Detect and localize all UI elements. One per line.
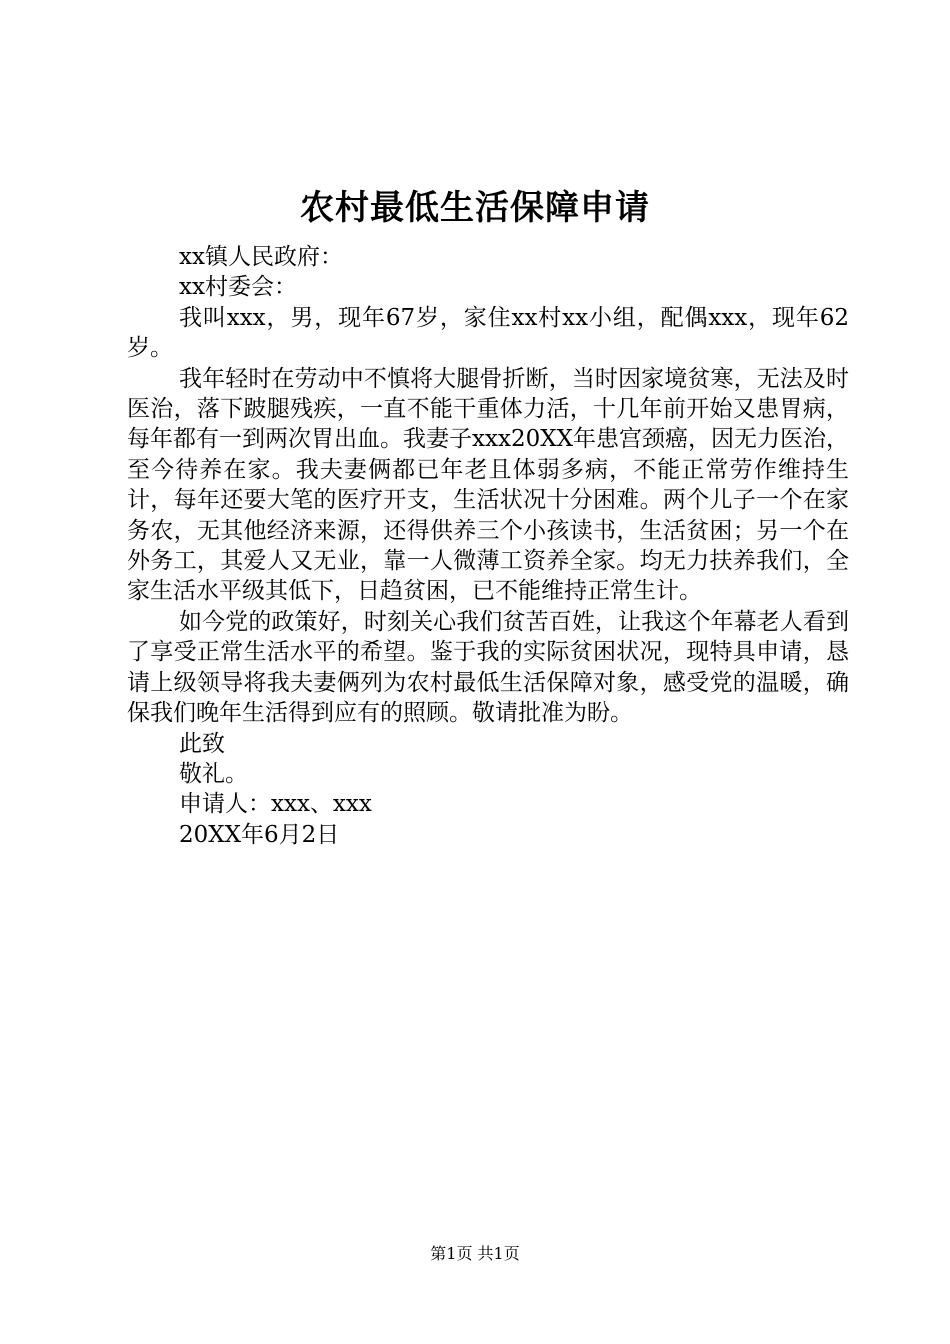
closing-ci-zhi: 此致 <box>179 730 225 757</box>
document-title: 农村最低生活保障申请 <box>300 188 650 228</box>
application-date: 20XX年6月2日 <box>179 821 340 848</box>
closing-jing-li: 敬礼。 <box>179 760 248 787</box>
document-body <box>127 242 849 850</box>
page-number-footer: 第1页 共1页 <box>430 1244 520 1263</box>
salutation-village-committee: xx村委会： <box>179 274 297 301</box>
paragraph-request: 如今党的政策好，时刻关心我们贫苦百姓，让我这个年幕老人看到了享受正常生活水平的希望。鉴于我的实际贫困状况，现特具申请，恳请上级领导将我夫妻俩列为农村最低生活保障对象，感受党的温暖，确保我们晚年生活得到应有的照顾。敬请批准为盼。 <box>127 608 849 727</box>
salutation-town-government: xx镇人民政府： <box>179 244 343 270</box>
paragraph-hardship-description: 我年轻时在劳动中不慎将大腿骨折断，当时因家境贫寒，无法及时医治，落下跛腿残疾，一直不能干重体力活，十几年前开始又患胃病，每年都有一到两次胃出血。我妻子xxx20XX年患宫颈癌，因无力医治，至今待养在家。我夫妻俩都已年老且体弱多病，不能正常劳作维持生计，每年还要大笔的医疗开支，生活状况十分困难。两个儿子一个在家务农，无其他经济来源，还得供养三个小孩读书，生活贫困；另一个在外务工，其爱人又无业，靠一人微薄工资养全家。均无力扶养我们，全家生活水平级其低下，日趋贫困，已不能维持正常生计。 <box>127 365 849 605</box>
applicant-signature: 申请人：xxx、xxx <box>179 791 372 818</box>
paragraph-personal-info: 我叫xxx，男，现年67岁，家住xx村xx小组，配偶xxx，现年62岁。 <box>127 304 849 362</box>
